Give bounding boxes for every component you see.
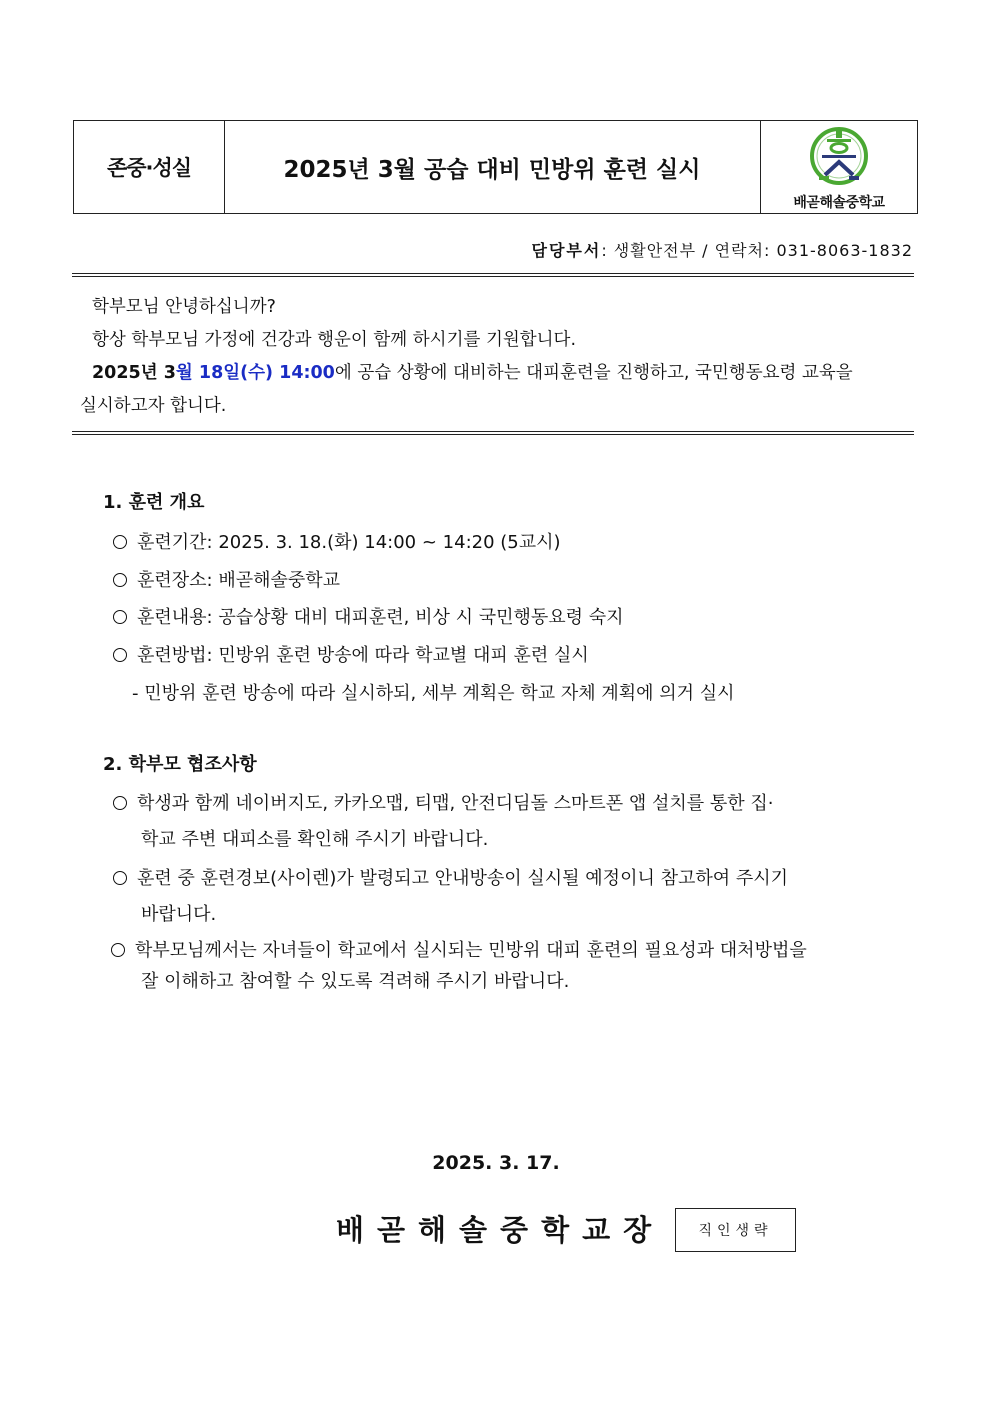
greeting-line-3-rest: 에 공습 상황에 대비하는 대피훈련을 진행하고, 국민행동요령 교육을 — [334, 363, 853, 383]
section1-item: 훈련방법: 민방위 훈련 방송에 따라 학교별 대피 훈련 실시 — [113, 641, 589, 667]
circle-bullet-icon — [113, 573, 127, 587]
greeting-line-1: 학부모님 안녕하십니까? — [92, 297, 276, 317]
drill-date-time: 18일(수) 14:00 — [192, 363, 335, 383]
greeting-line-3 — [80, 357, 910, 390]
circle-bullet-icon — [113, 610, 127, 624]
section2-item-continued: 학교 주변 대피소를 확인해 주시기 바랍니다. — [141, 829, 489, 850]
section2-item: 학생과 함께 네이버지도, 카카오맵, 티맵, 안전디딤돌 스마트폰 앱 설치를 통한 집· — [113, 789, 774, 815]
drill-year-month: 2025년 3 — [92, 363, 176, 383]
title-cell — [224, 121, 761, 213]
section1-sub-item: - 민방위 훈련 방송에 따라 실시하되, 세부 계획은 학교 자체 계획에 의거 실시 — [132, 683, 735, 704]
header-table — [73, 120, 918, 214]
document-title: 2025년 3월 공습 대비 민방위 훈련 실시 — [283, 156, 701, 183]
divider-top — [72, 273, 914, 277]
section2-item-continued: 바랍니다. — [141, 904, 217, 925]
dept-contact-value: : 생활안전부 / 연락처: 031-8063-1832 — [601, 241, 913, 260]
circle-bullet-icon — [111, 943, 125, 957]
seal-omitted-box — [675, 1208, 796, 1252]
motto-cell — [74, 121, 225, 213]
section1-item: 훈련내용: 공습상황 대비 대피훈련, 비상 시 국민행동요령 숙지 — [113, 603, 624, 629]
circle-bullet-icon — [113, 535, 127, 549]
section1-heading: 1. 훈련 개요 — [103, 492, 205, 513]
greeting-line-2: 항상 학부모님 가정에 건강과 행운이 함께 하시기를 기원합니다. — [92, 330, 577, 350]
section2-item-continued: 잘 이해하고 참여할 수 있도록 격려해 주시기 바랍니다. — [141, 971, 570, 992]
section2-item: 학부모님께서는 자녀들이 학교에서 실시되는 민방위 대피 훈련의 필요성과 대처방법을 — [111, 936, 807, 962]
circle-bullet-icon — [113, 796, 127, 810]
section1-item: 훈련장소: 배곧해솔중학교 — [113, 566, 340, 592]
contact-line — [531, 238, 913, 261]
greeting-block — [80, 291, 910, 423]
issue-date: 2025. 3. 17. — [432, 1152, 560, 1174]
school-logo-name: 배곧해솔중학교 — [793, 195, 885, 211]
section2-item: 훈련 중 훈련경보(사이렌)가 발령되고 안내방송이 실시될 예정이니 참고하여 주시기 — [113, 864, 788, 890]
dept-label: 담당부서 — [531, 241, 602, 260]
drill-month-suffix: 월 — [175, 363, 193, 383]
circle-bullet-icon — [113, 648, 127, 662]
principal-signature: 배곧해솔중학교장 — [336, 1213, 665, 1247]
school-logo-icon — [807, 126, 871, 190]
divider-bottom — [72, 431, 914, 435]
seal-label: 직인생략 — [698, 1223, 773, 1239]
section2-heading: 2. 학부모 협조사항 — [103, 754, 257, 775]
circle-bullet-icon — [113, 871, 127, 885]
logo-cell — [761, 121, 917, 213]
greeting-line-4: 실시하고자 합니다. — [80, 396, 227, 416]
school-motto: 존중·성실 — [106, 156, 192, 180]
section1-item: 훈련기간: 2025. 3. 18.(화) 14:00 ~ 14:20 (5교시) — [113, 528, 561, 554]
